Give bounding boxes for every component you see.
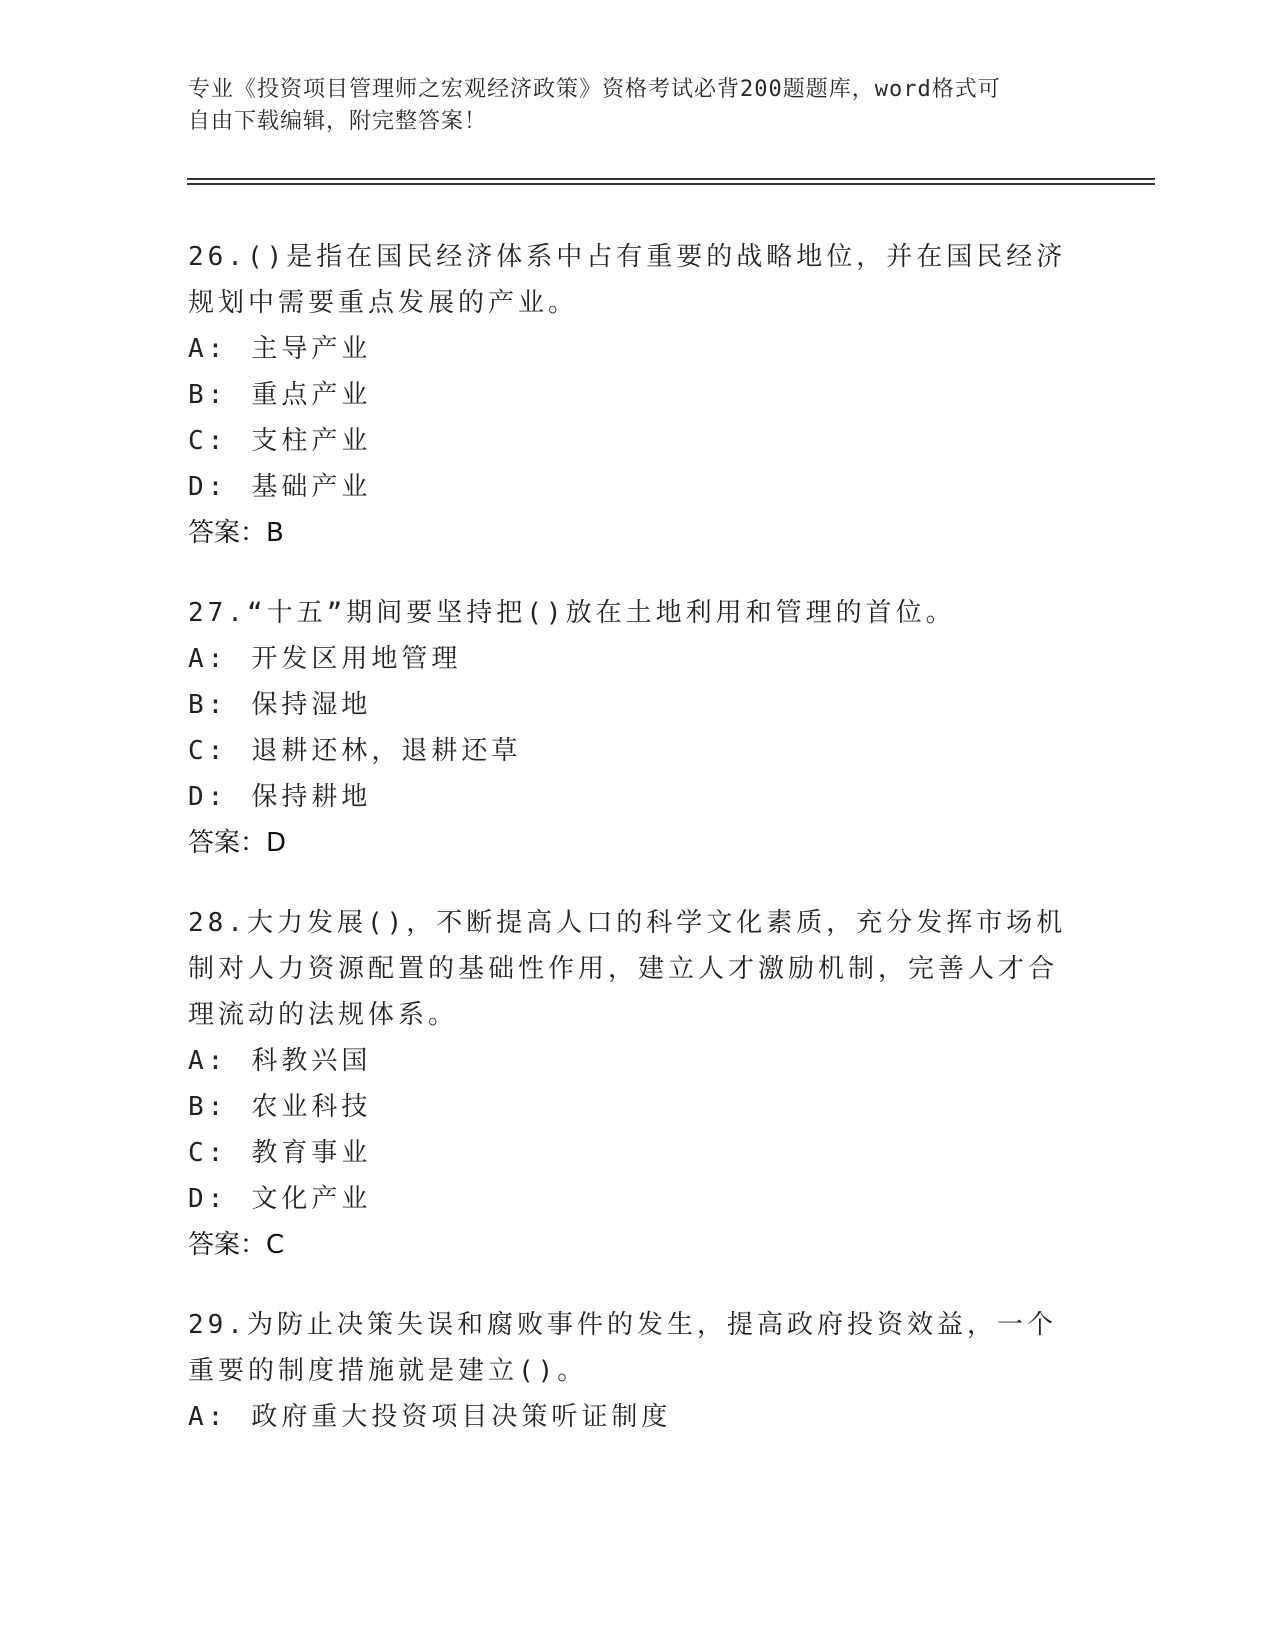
option-text: 保持湿地 (251, 690, 372, 720)
option-letter: B: (188, 1092, 228, 1122)
option-letter: A: (188, 1046, 228, 1076)
option-a (188, 1394, 1088, 1440)
option-d (188, 464, 1088, 510)
option-text: 农业科技 (251, 1092, 372, 1122)
question-list (188, 234, 1088, 1474)
option-letter: D: (188, 782, 228, 812)
question-28 (188, 900, 1088, 1268)
option-c (188, 728, 1088, 774)
option-text: 文化产业 (251, 1184, 372, 1214)
question-27 (188, 590, 1088, 866)
option-text: 保持耕地 (251, 782, 372, 812)
answer-line: 答案：C (188, 1230, 285, 1260)
answer-line: 答案：B (188, 518, 284, 548)
option-letter: D: (188, 472, 228, 502)
option-a (188, 326, 1088, 372)
option-a (188, 636, 1088, 682)
question-26 (188, 234, 1088, 556)
option-b (188, 372, 1088, 418)
question-stem: 27.“十五”期间要坚持把()放在土地利用和管理的首位。 (188, 598, 956, 628)
question-29 (188, 1302, 1088, 1440)
option-text: 政府重大投资项目决策听证制度 (251, 1402, 672, 1432)
header-line-2: 自由下载编辑，附完整答案！ (188, 109, 488, 134)
question-stem: 29.为防止决策失误和腐败事件的发生，提高政府投资效益，一个重要的制度措施就是建立()。 (188, 1310, 1057, 1386)
option-letter: C: (188, 426, 228, 456)
answer-line: 答案：D (188, 828, 287, 858)
option-letter: D: (188, 1184, 228, 1214)
option-b (188, 682, 1088, 728)
option-text: 科教兴国 (251, 1046, 372, 1076)
option-letter: B: (188, 380, 228, 410)
header-line-1: 专业《投资项目管理师之宏观经济政策》资格考试必背200题题库，word格式可 (188, 77, 1001, 102)
option-letter: A: (188, 644, 228, 674)
option-letter: A: (188, 1402, 228, 1432)
option-text: 退耕还林，退耕还草 (251, 736, 522, 766)
option-b (188, 1084, 1088, 1130)
option-text: 基础产业 (251, 472, 372, 502)
option-text: 开发区用地管理 (251, 644, 462, 674)
option-text: 重点产业 (251, 380, 372, 410)
option-c (188, 418, 1088, 464)
question-stem: 28.大力发展()，不断提高人口的科学文化素质，充分发挥市场机制对人力资源配置的基础性作用，建立人才激励机制，完善人才合理流动的法规体系。 (188, 908, 1067, 1030)
option-letter: A: (188, 334, 228, 364)
option-d (188, 774, 1088, 820)
header-divider-top (187, 178, 1155, 180)
option-a (188, 1038, 1088, 1084)
header-divider-bottom (187, 183, 1155, 185)
option-letter: B: (188, 690, 228, 720)
option-text: 教育事业 (251, 1138, 372, 1168)
question-stem: 26.()是指在国民经济体系中占有重要的战略地位，并在国民经济规划中需要重点发展的产业。 (188, 242, 1067, 318)
option-letter: C: (188, 1138, 228, 1168)
option-d (188, 1176, 1088, 1222)
option-c (188, 1130, 1088, 1176)
option-text: 支柱产业 (251, 426, 372, 456)
option-letter: C: (188, 736, 228, 766)
option-text: 主导产业 (251, 334, 372, 364)
document-header (188, 74, 1068, 138)
